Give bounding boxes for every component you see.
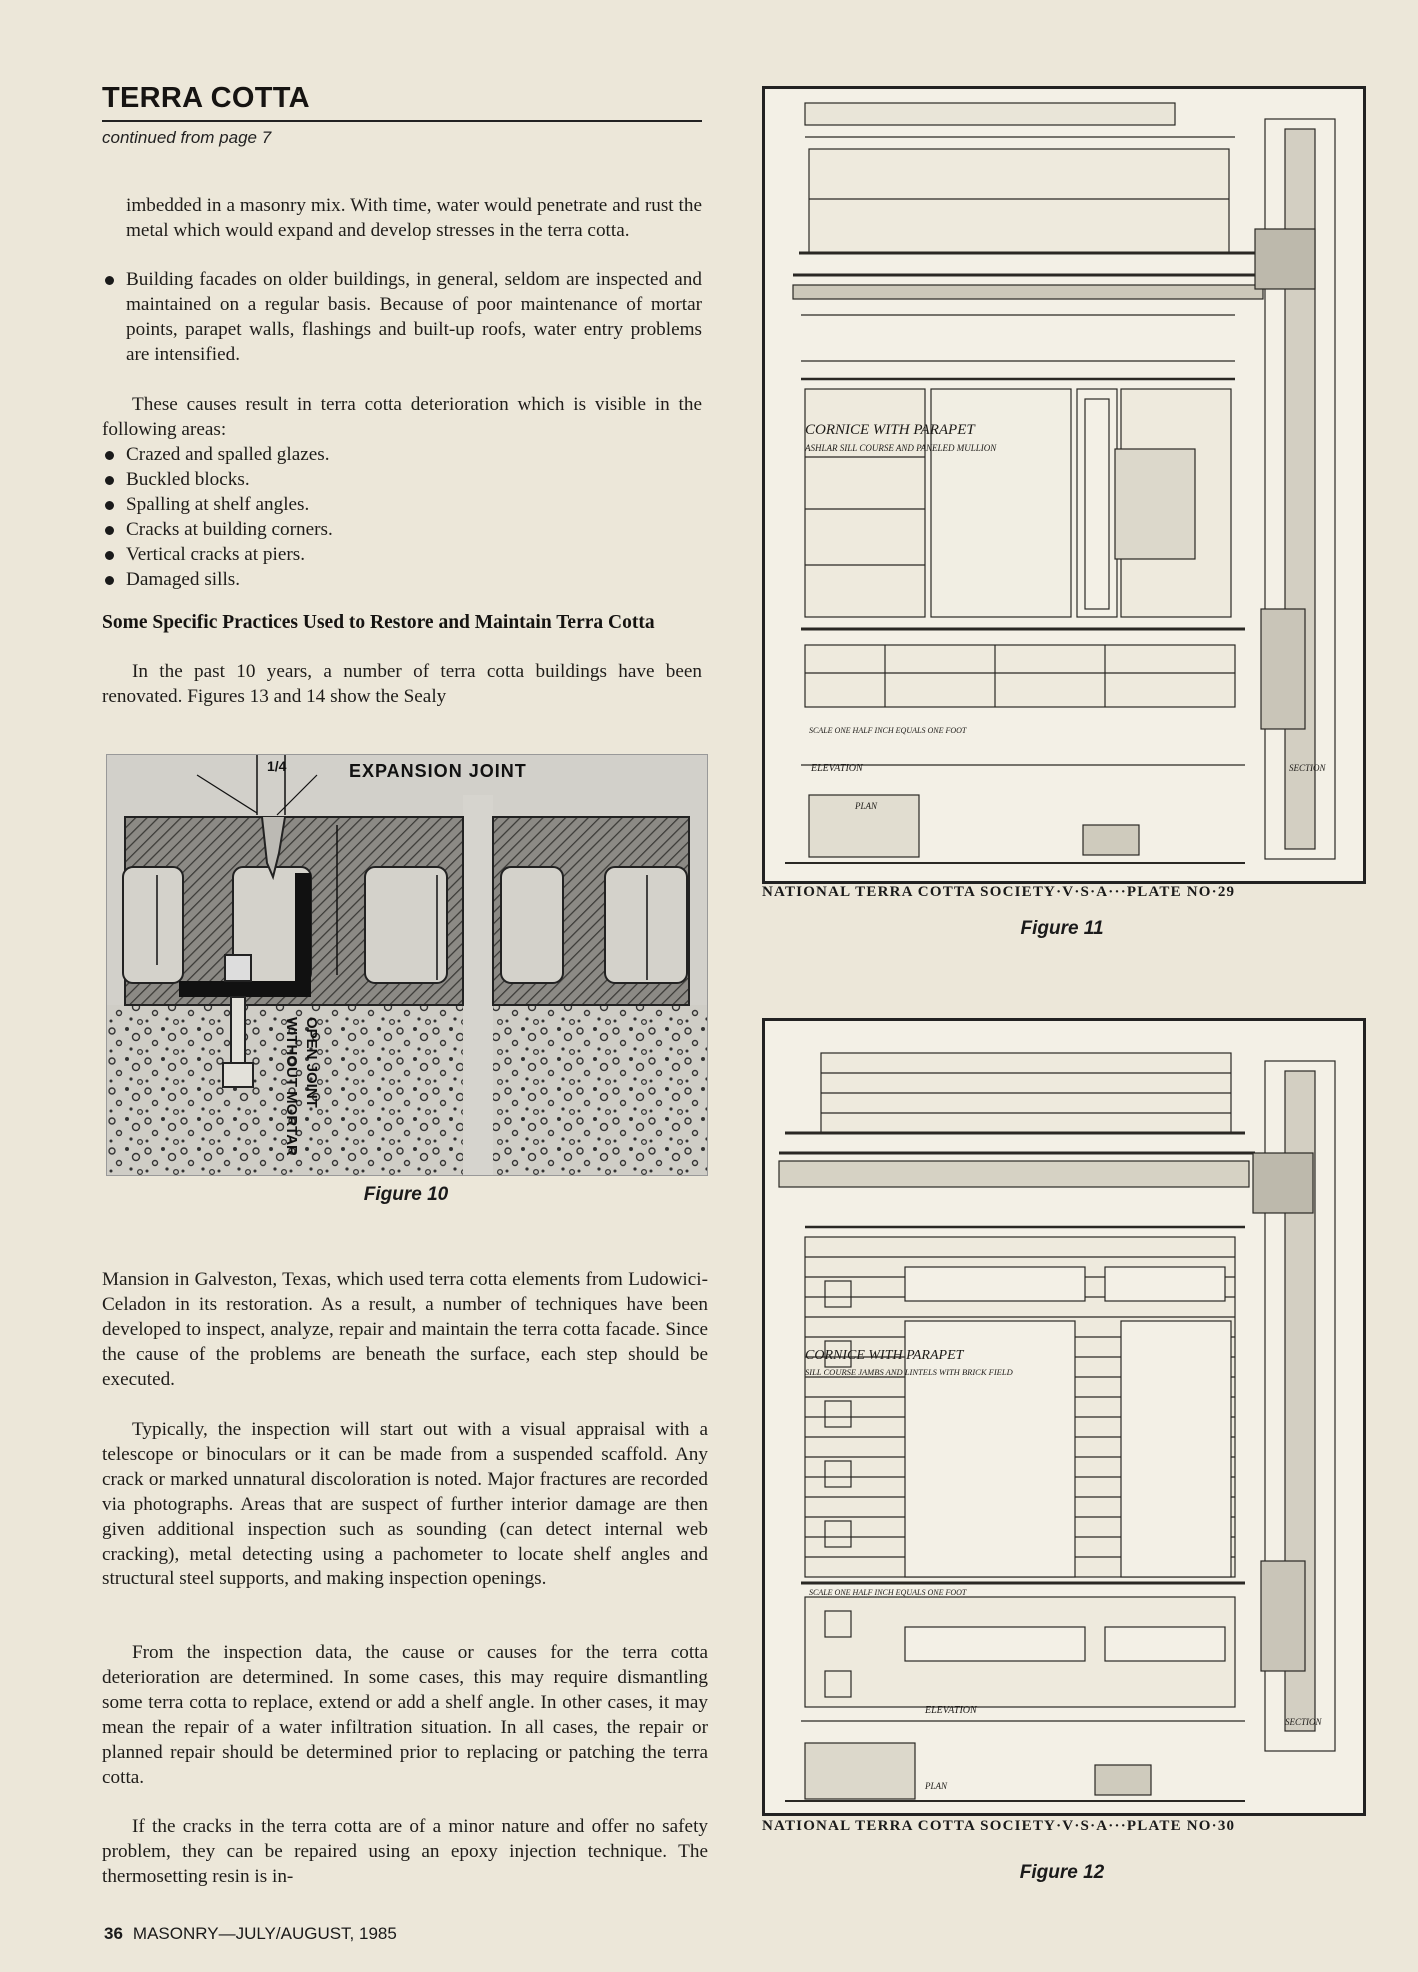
plate30-elevation-label: ELEVATION bbox=[925, 1705, 977, 1716]
list-item: Vertical cracks at piers. bbox=[102, 543, 702, 568]
plate-30-label: NATIONAL TERRA COTTA SOCIETY·V·S·A···PLATE NO·30 bbox=[762, 1818, 1236, 1834]
plate29-section-label: SECTION bbox=[1289, 763, 1326, 773]
subhead-restore: Some Specific Practices Used to Restore and Maintain Terra Cotta bbox=[102, 612, 655, 633]
header-rule bbox=[102, 120, 702, 122]
bullet-facades: Building facades on older buildings, in general, seldom are inspected and maintained on a regular basis. Because of poor maintenance of mortar points, parapet walls, flashings and built-up roofs, water entry problems are intensified. bbox=[102, 268, 702, 368]
plate30-scale-label: SCALE ONE HALF INCH EQUALS ONE FOOT bbox=[809, 1588, 967, 1597]
figure-11-plate-drawing bbox=[762, 86, 1366, 884]
continued-note: continued from page 7 bbox=[102, 128, 272, 147]
plate-29-label: NATIONAL TERRA COTTA SOCIETY·V·S·A···PLATE NO·29 bbox=[762, 884, 1236, 900]
paragraph-cause-determined: From the inspection data, the cause or causes for the terra cotta deterioration are determined. In some cases, this may require dismantling some terra cotta to replace, extend or add a shelf angle. In other cases, it may mean the repair of a water infiltration situation. In all cases, the repair or planned repair should be determined prior to replacing or patching the terra cotta. bbox=[102, 1642, 708, 1788]
plate29-plan-label: PLAN bbox=[855, 801, 878, 811]
publication-info: MASONRY—JULY/AUGUST, 1985 bbox=[132, 1924, 397, 1943]
deterioration-list bbox=[102, 443, 702, 592]
page-footer bbox=[104, 1924, 397, 1944]
fig10-without-mortar-label: WITHOUT MORTAR bbox=[283, 1017, 300, 1156]
plate29-cornice-label: CORNICE WITH PARAPET bbox=[805, 422, 975, 438]
plate29-elevation-label: ELEVATION bbox=[811, 763, 863, 774]
figure-12-plate-drawing bbox=[762, 1018, 1366, 1816]
page-number: 36 bbox=[104, 1924, 123, 1943]
list-item: Spalling at shelf angles. bbox=[102, 493, 702, 518]
fig10-quarter-label: 1/4 bbox=[267, 758, 287, 774]
facade-bullet-list bbox=[102, 268, 702, 368]
paragraph-inspection: Typically, the inspection will start out with a visual appraisal with a telescope or binoculars or it can be made from a suspended scaffold. Any crack or marked unnatural discoloration is noted. Major fractures are recorded via photographs. Areas that are suspect of further interior damage are then given additional inspection such as sounding (can detect internal web cracking), metal detecting using a pachometer to locate shelf angles and structural steel supports, and making inspection openings. bbox=[102, 1419, 708, 1590]
paragraph-renovated: In the past 10 years, a number of terra cotta buildings have been renovated. Figures 13 and 14 show the Sealy bbox=[102, 661, 702, 707]
fig10-expansion-label: EXPANSION JOINT bbox=[349, 761, 527, 781]
plate30-sill-label: SILL COURSE JAMBS AND LINTELS WITH BRICK FIELD bbox=[805, 1367, 1013, 1377]
figure-10-caption: Figure 10 bbox=[363, 1184, 449, 1205]
paragraph-causes: These causes result in terra cotta deterioration which is visible in the following areas: bbox=[102, 394, 702, 440]
list-item: Crazed and spalled glazes. bbox=[102, 443, 702, 468]
plate29-ashlar-label: ASHLAR SILL COURSE AND PANELED MULLION bbox=[805, 443, 997, 453]
figure-11-caption: Figure 11 bbox=[1020, 918, 1104, 939]
plate30-plan-label: PLAN bbox=[925, 1781, 948, 1791]
list-item: Buckled blocks. bbox=[102, 468, 702, 493]
figure-10-expansion-joint-drawing bbox=[106, 754, 708, 1176]
paragraph-mansion: Mansion in Galveston, Texas, which used terra cotta elements from Ludowici-Celadon in its restoration. As a result, a number of techniques have been developed to inspect, analyze, repair and maintain the terra cotta facade. Since the cause of the problems are beneath the surface, each step should be executed. bbox=[102, 1269, 708, 1390]
section-title: TERRA COTTA bbox=[102, 82, 310, 114]
list-item: Cracks at building corners. bbox=[102, 518, 702, 543]
paragraph-imbedded: imbedded in a masonry mix. With time, water would penetrate and rust the metal which would expand and develop stresses in the terra cotta. bbox=[126, 195, 702, 241]
paragraph-epoxy: If the cracks in the terra cotta are of a minor nature and offer no safety problem, they can be repaired using an epoxy injection technique. The thermosetting resin is in- bbox=[102, 1816, 708, 1887]
fig10-open-joint-label: OPEN JOINT bbox=[303, 1017, 320, 1108]
plate30-cornice-label: CORNICE WITH PARAPET bbox=[805, 1348, 964, 1363]
figure-12-caption: Figure 12 bbox=[1019, 1862, 1105, 1883]
list-item: Damaged sills. bbox=[102, 568, 702, 593]
plate30-section-label: SECTION bbox=[1285, 1717, 1322, 1727]
plate29-scale-label: SCALE ONE HALF INCH EQUALS ONE FOOT bbox=[809, 726, 967, 735]
